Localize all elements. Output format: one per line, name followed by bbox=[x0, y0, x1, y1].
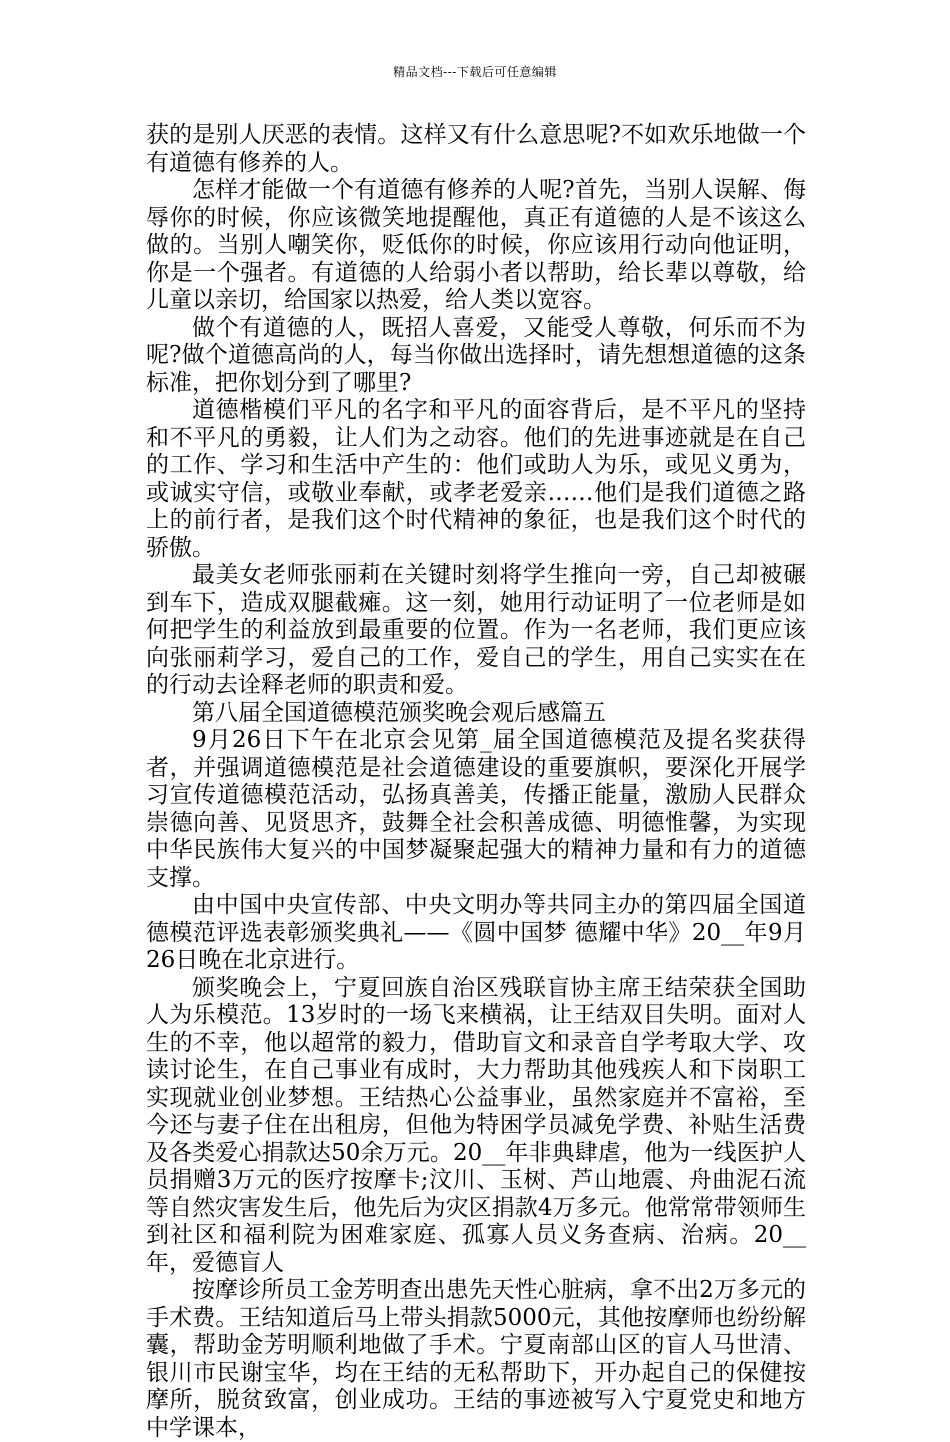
paragraph: 按摩诊所员工金芳明查出患先天性心脏病，拿不出2万多元的手术费。王结知道后马上带头捐款5000元，其他按摩师也纷纷解囊，帮助金芳明顺利地做了手术。宁夏南部山区的盲人马世清、银川市民谢宝华，均在王结的无私帮助下，开办起自己的保健按摩所，脱贫致富，创业成功。王结的事迹被写入宁夏党史和地方中学课本， bbox=[146, 1277, 806, 1441]
paragraph: 颁奖晚会上，宁夏回族自治区残联盲协主席王结荣获全国助人为乐模范。13岁时的一场飞来横祸，让王结双目失明。面对人生的不幸，他以超常的毅力，借助盲文和录音自学考取大学、攻读讨论生，在自己事业有成时，大力帮助其他残疾人和下岗职工实现就业创业梦想。王结热心公益事业，虽然家庭并不富裕，至今还与妻子住在出租房，但他为特困学员减免学费、补贴生活费及各类爱心捐款达50余万元。20__年非典肆虐，他为一线医护人员捐赠3万元的医疗按摩卡;汶川、玉树、芦山地震、舟曲泥石流等自然灾害发生后，他先后为灾区捐款4万多元。他常常带领师生到社区和福利院为困难家庭、孤寡人员义务查病、治病。20__年，爱德盲人 bbox=[146, 974, 806, 1276]
section-title: 第八届全国道德模范颁奖晚会观后感篇五 bbox=[192, 699, 606, 726]
page-header: 精品文档---下载后可任意编辑 bbox=[393, 65, 557, 79]
paragraph: 9月26日下午在北京会见第_届全国道德模范及提名奖获得者，并强调道德模范是社会道德建设的重要旗帜，要深化开展学习宣传道德模范活动，弘扬真善美，传播正能量，激励人民群众崇德向善、见贤思齐，鼓舞全社会积善成德、明德惟馨，为实现中华民族伟大复兴的中国梦凝聚起强大的精神力量和有力的道德支撑。 bbox=[146, 727, 806, 891]
paragraph: 获的是别人厌恶的表情。这样又有什么意思呢?不如欢乐地做一个有道德有修养的人。 bbox=[146, 122, 806, 176]
document-body bbox=[146, 122, 806, 1442]
paragraph: 由中国中央宣传部、中央文明办等共同主办的第四届全国道德模范评选表彰颁奖典礼——《圆中国梦 德耀中华》20__年9月26日晚在北京进行。 bbox=[146, 892, 806, 973]
paragraph: 怎样才能做一个有道德有修养的人呢?首先，当别人误解、侮辱你的时候，你应该微笑地提醒他，真正有道德的人是不该这么做的。当别人嘲笑你，贬低你的时候，你应该用行动向他证明，你是一个强者。有道德的人给弱小者以帮助，给长辈以尊敬，给儿童以亲切，给国家以热爱，给人类以宽容。 bbox=[146, 177, 806, 313]
paragraph: 最美女老师张丽莉在关键时刻将学生推向一旁，自己却被碾到车下，造成双腿截瘫。这一刻，她用行动证明了一位老师是如何把学生的利益放到最重要的位置。作为一名老师，我们更应该向张丽莉学习，爱自己的工作，爱自己的学生，用自己实实在在的行动去诠释老师的职责和爱。 bbox=[146, 562, 806, 698]
paragraph: 做个有道德的人，既招人喜爱，又能受人尊敬，何乐而不为呢?做个道德高尚的人，每当你做出选择时，请先想想道德的这条标准，把你划分到了哪里? bbox=[146, 314, 806, 396]
paragraph: 道德楷模们平凡的名字和平凡的面容背后，是不平凡的坚持和不平凡的勇毅，让人们为之动容。他们的先进事迹就是在自己的工作、学习和生活中产生的：他们或助人为乐，或见义勇为，或诚实守信，或敬业奉献，或孝老爱亲……他们是我们道德之路上的前行者，是我们这个时代精神的象征，也是我们这个时代的骄傲。 bbox=[146, 397, 806, 561]
